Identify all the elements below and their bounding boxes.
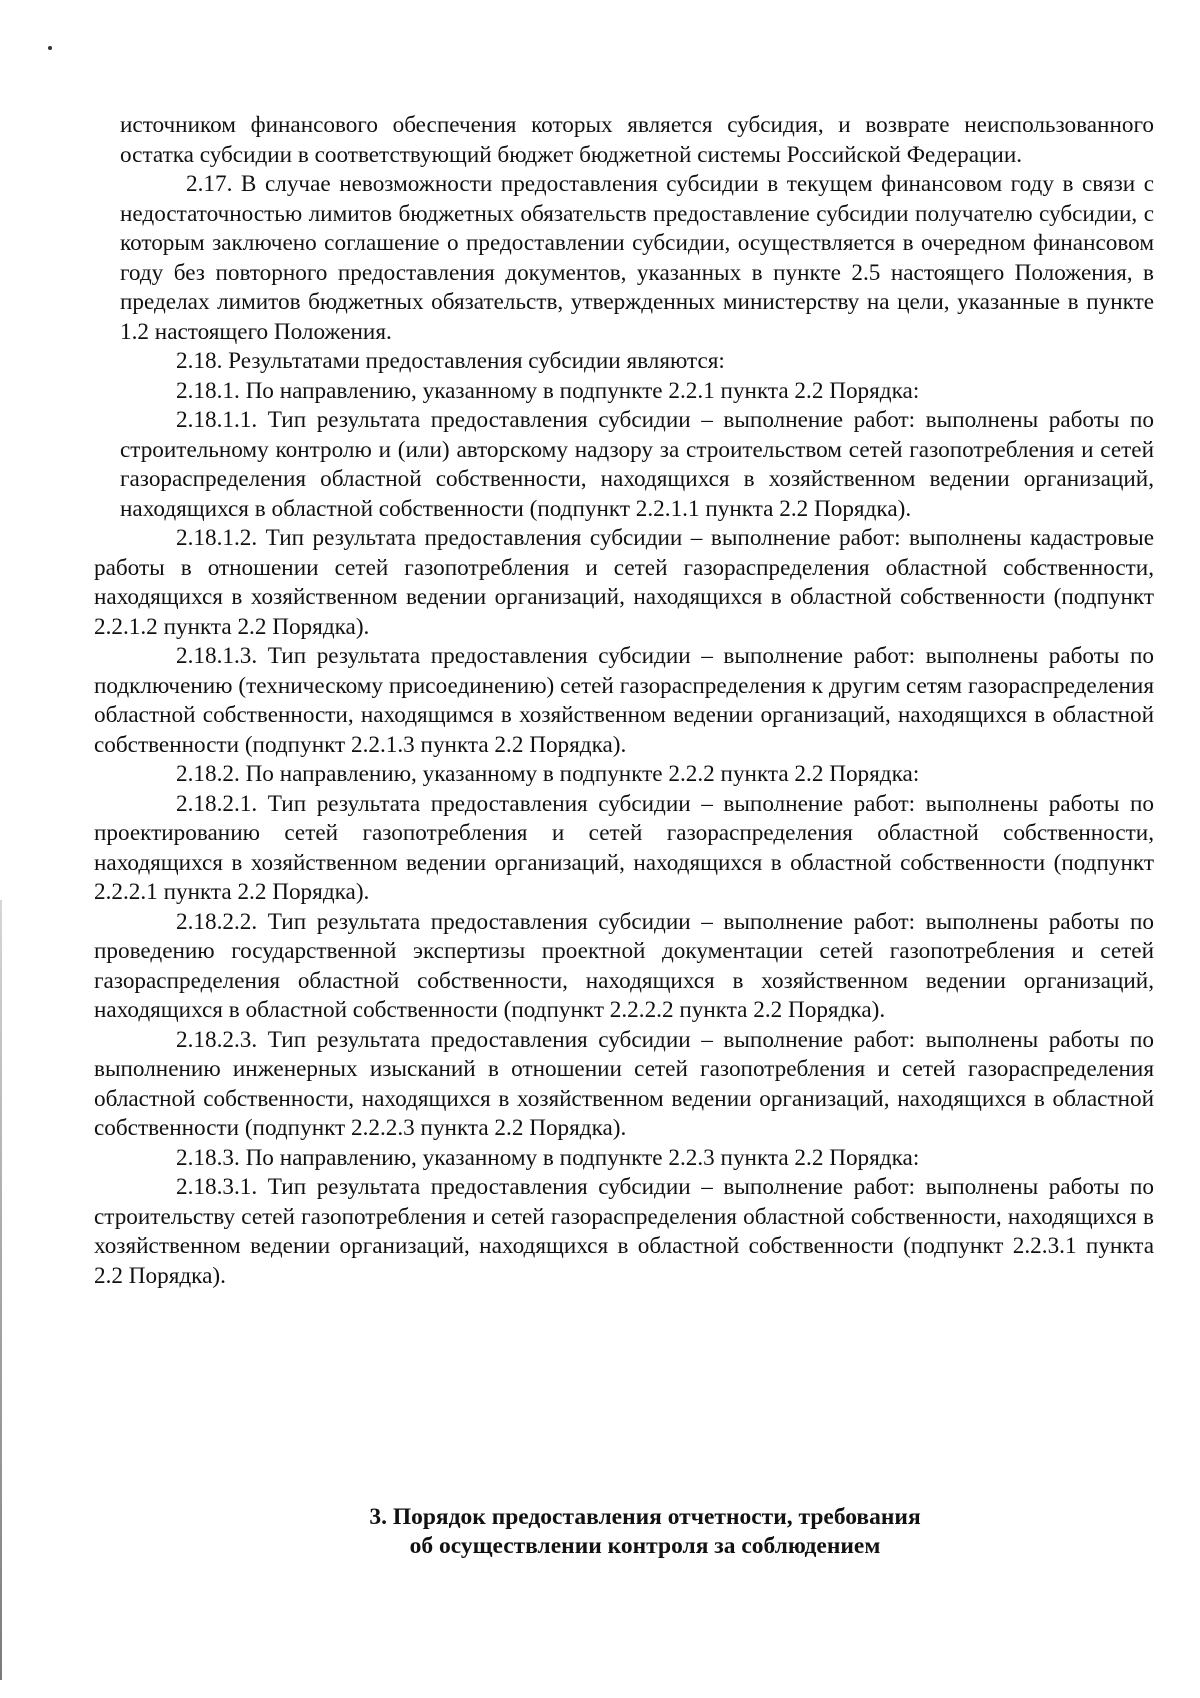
section-heading-line-1: 3. Порядок предоставления отчетности, требования [369, 1504, 921, 1530]
paragraph-2-18-2-1: 2.18.2.1. Тип результата предоставления субсидии – выполнение работ: выполнены работы по проектированию сетей газопотребления и сетей газораспределения областной собственности, находящихся в хозяйственном ведении организаций, находящихся в областной собственности (подпункт 2.2.2.1 пункта 2.2 Порядка). [94, 790, 1154, 905]
paragraph-2-18-2: 2.18.2. По направлению, указанному в подпункте 2.2.2 пункта 2.2 Порядка: [176, 761, 920, 787]
paragraph-2-18-3: 2.18.3. По направлению, указанному в подпункте 2.2.3 пункта 2.2 Порядка: [176, 1144, 920, 1171]
scan-artifact-dot [48, 46, 52, 50]
paragraph-2-18-1-3: 2.18.1.3. Тип результата предоставления субсидии – выполнение работ: выполнены работы по подключению (техническому присоединению) сетей газораспределения к другим сетям газораспределения областной собственности, находящимся в хозяйственном ведении организаций, находящихся в областной собственности (подпункт 2.2.1.3 пункта 2.2 Порядка). [94, 643, 1154, 758]
paragraph-2-18-1-1: 2.18.1.1. Тип результата предоставления субсидии – выполнение работ: выполнены работы по строительному контролю и (или) авторскому надзору за строительством сетей газопотребления и сетей газораспределения областной собственности, находящихся в хозяйственном ведении организаций, находящихся в областной собственности (подпункт 2.2.1.1 пункта 2.2 Порядка). [120, 407, 1154, 522]
paragraph-2-18-2-2: 2.18.2.2. Тип результата предоставления субсидии – выполнение работ: выполнены работы по проведению государственной экспертизы проектной документации сетей газопотребления и сетей газораспределения областной собственности, находящихся в хозяйственном ведении организаций, находящихся в областной собственности (подпункт 2.2.2.2 пункта 2.2 Порядка). [94, 908, 1154, 1023]
paragraph-2-18-2-3: 2.18.2.3. Тип результата предоставления субсидии – выполнение работ: выполнены работы по выполнению инженерных изысканий в отношении сетей газопотребления и сетей газораспределения областной собственности, находящихся в хозяйственном ведении организаций, находящихся в областной собственности (подпункт 2.2.2.3 пункта 2.2 Порядка). [94, 1026, 1154, 1141]
scan-artifact-edge [0, 900, 2, 1680]
paragraph-continuation: источником финансового обеспечения которых является субсидия, и возврате неиспользованного остатка субсидии в соответствующий бюджет бюджетной системы Российской Федерации. [120, 112, 1154, 168]
paragraph-2-18: 2.18. Результатами предоставления субсидии являются: [176, 348, 725, 374]
paragraph-2-18-1-2: 2.18.1.2. Тип результата предоставления субсидии – выполнение работ: выполнены кадастровые работы в отношении сетей газопотребления и сетей газораспределения областной собственности, находящихся в хозяйственном ведении организаций, находящихся в областной собственности (подпункт 2.2.1.2 пункта 2.2 Порядка). [94, 525, 1154, 640]
paragraph-2-17: 2.17. В случае невозможности предоставления субсидии в текущем финансовом году в связи с недостаточностью лимитов бюджетных обязательств предоставление субсидии получателю субсидии, с которым заключено соглашение о предоставлении субсидии, осуществляется в очередном финансовом году без повторного предоставления документов, указанных в пункте 2.5 настоящего Положения, в пределах лимитов бюджетных обязательств, утвержденных министерству на цели, указанные в пункте 1.2 настоящего Положения. [120, 171, 1154, 345]
section-heading-line-2: об осуществлении контроля за соблюдением [409, 1533, 881, 1559]
document-body [94, 111, 1154, 1291]
section-heading [0, 1503, 1200, 1561]
paragraph-2-18-1: 2.18.1. По направлению, указанному в подпункте 2.2.1 пункта 2.2 Порядка: [176, 377, 920, 404]
paragraph-2-18-3-1: 2.18.3.1. Тип результата предоставления субсидии – выполнение работ: выполнены работы по строительству сетей газопотребления и сетей газораспределения областной собственности, находящихся в хозяйственном ведении организаций, находящихся в областной собственности (подпункт 2.2.3.1 пункта 2.2 Порядка). [94, 1174, 1154, 1289]
